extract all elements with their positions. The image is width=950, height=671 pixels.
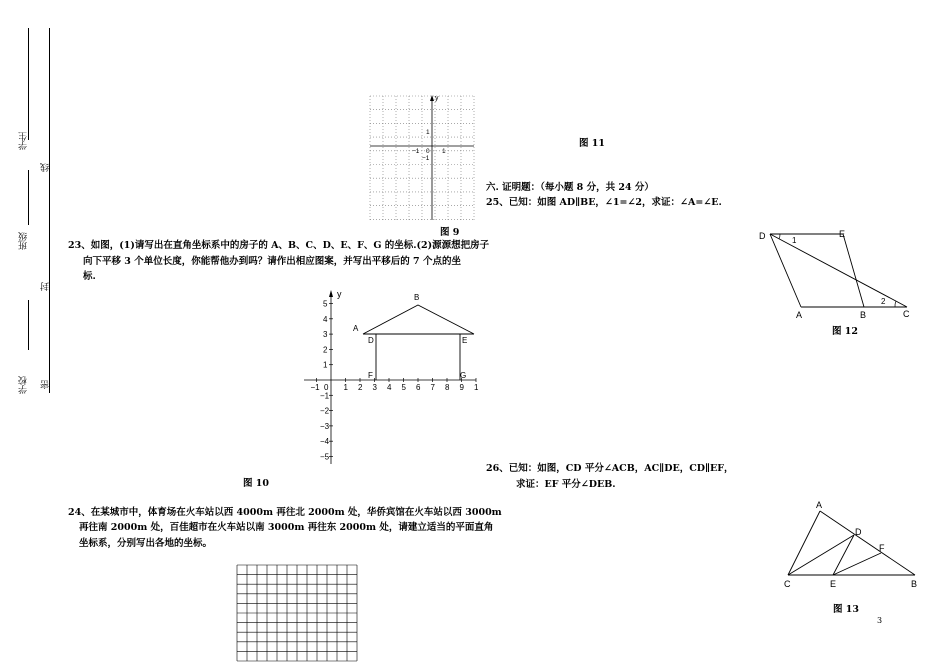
figure-12-diagram [756,226,916,322]
q26-line2: 求证：EF 平分∠DEB. [516,479,616,490]
point-g: G [460,371,467,380]
figure-10-caption: 图 10 [243,478,270,489]
fig10-y-tick-label: −1 [320,391,330,401]
fig10-x-tick-label: −1 [310,383,320,392]
figure-9-caption: 图 9 [440,227,460,238]
class-line [28,170,29,225]
fig10-y-tick-label: 3 [323,330,328,340]
fig10-x-tick-label: 9 [459,383,464,392]
fig13-label-a: A [816,500,823,510]
student-label: 学生 [19,132,29,150]
fig13-label-e: E [830,579,837,589]
fig9-tick-neg1y: −1 [422,155,430,162]
q23-line2: 向下平移 3 个单位长度，你能帮他办到吗？请作出相应图案，并写出平移后的 7 个点的坐 [83,256,461,267]
q24-line1: 24、在某城市中，体育场在火车站以西 4000m 再往北 2000m 处，华侨宾馆在火车站以西 3000m [68,507,502,518]
fig12-angle-2: 2 [881,297,886,306]
section-6-title: 六. 证明题：（每小题 8 分，共 24 分） [486,182,654,193]
class-label: 班级 [19,232,29,250]
fig10-y-tick-label: −2 [320,406,330,416]
seal-mi-char: 密 [41,380,51,389]
fig10-y-tick-label: 5 [323,299,328,309]
fig13-label-d: D [855,527,862,537]
fig12-label-d: D [759,231,766,241]
fig10-x-tick-label: 2 [358,383,363,392]
fig12-label-c: C [903,309,910,319]
q23-line3: 标. [83,271,96,282]
page-number: 3 [877,616,883,625]
fig10-x-tick-label: 1 [474,383,479,392]
fig10-x-tick-label: 3 [372,383,377,392]
binding-line-right [49,28,50,393]
fig10-x-tick-label: 6 [416,383,421,392]
fig12-label-b: B [860,310,867,320]
house-roof [363,305,474,334]
figure-9-grid [368,94,478,222]
fig10-x-tick-label: 4 [387,383,392,392]
fig10-y-tick-label: 4 [323,314,328,324]
q24-answer-grid [236,564,358,662]
point-a: A [353,324,359,333]
student-name-line [28,28,29,140]
school-label: 学校 [19,376,29,394]
fig10-y-tick-label: −4 [320,437,330,447]
fig12-angle-1: 1 [792,236,797,245]
point-f: F [368,371,373,380]
point-d: D [368,336,374,345]
q24-line2: 再往南 2000m 处，百佳超市在火车站以南 3000m 再往东 2000m 处，请建立适当的平面直角 [79,522,494,533]
q24-line3: 坐标系，分别写出各地的坐标。 [79,538,213,549]
fig10-x-tick-label: 1 [343,383,348,392]
fig9-tick-0: 0 [426,148,430,155]
q26-line1: 26、已知：如图，CD 平分∠ACB，AC∥DE，CD∥EF， [486,463,734,474]
figure-11-caption: 图 11 [579,138,606,149]
fig13-label-b: B [911,579,918,589]
q23-line1: 23、如图，(1)请写出在直角坐标系中的房子的 A、B、C、D、E、F、G 的坐标.(2)源源想把房子 [68,240,490,251]
fig13-label-f: F [879,543,885,553]
fig10-x-tick-label: 5 [401,383,406,392]
fig10-x-tick-label: 8 [445,383,450,392]
seal-feng-char: 封 [41,282,51,291]
fig9-tick-1x: 1 [442,148,446,155]
point-e: E [462,336,468,345]
fig10-x-tick-label: 0 [324,383,329,392]
figure-13-caption: 图 13 [833,604,860,615]
fig12-label-e: E [839,229,846,239]
fig13-label-c: C [784,579,791,589]
seal-line-char: 线 [41,163,51,172]
school-line [28,300,29,350]
figure-10-house [300,288,480,468]
fig10-y-tick-label: −3 [320,421,330,431]
fig10-y-tick-label: 2 [323,345,328,355]
figure-13-diagram [780,498,925,593]
fig12-label-a: A [796,310,803,320]
fig9-tick-1y: 1 [426,129,430,136]
fig10-x-tick-label: 7 [430,383,435,392]
fig9-tick-neg1x: −1 [412,148,420,155]
fig10-y-tick-label: −5 [320,452,330,462]
fig10-y-tick-label: 1 [323,360,328,370]
q25-text: 25、已知：如图 AD∥BE，∠1=∠2，求证：∠A=∠E. [486,197,722,208]
point-b: B [414,293,420,302]
fig10-y-label: y [337,289,342,299]
fig9-y-label: y [435,95,439,102]
figure-12-caption: 图 12 [832,326,859,337]
